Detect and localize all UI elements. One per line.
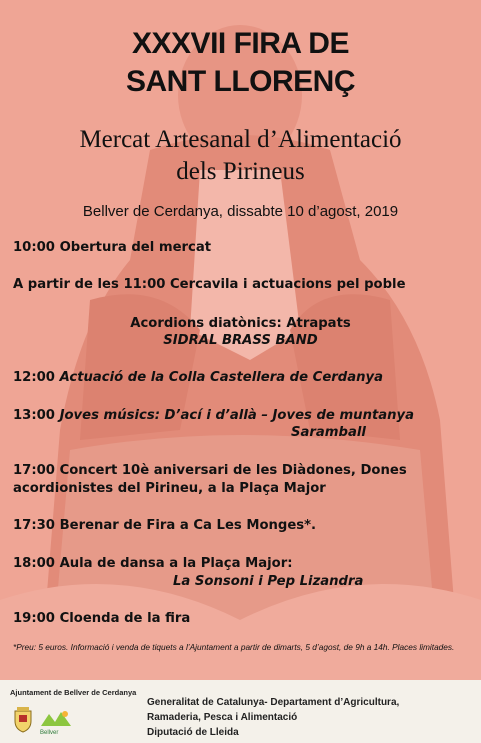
event-date: Bellver de Cerdanya, dissabte 10 d’agost, 2019 xyxy=(82,203,399,220)
program-item-8b xyxy=(173,574,363,590)
program-item-3b xyxy=(0,333,481,349)
bellver-logo-text: Bellver xyxy=(40,730,59,736)
footer-organizer: Ajuntament de Bellver de Cerdanya xyxy=(10,688,137,697)
subtitle-line-2: dels Pirineus xyxy=(176,158,305,185)
program-item-5b-text: Saramball xyxy=(291,425,366,440)
program-item-7: 17:30 Berenar de Fira a Ca Les Monges*. xyxy=(13,518,317,533)
program-item-8a: 18:00 Aula de dansa a la Plaça Major: xyxy=(13,556,293,571)
program-item-6b: acordionistes del Pirineu, a la Plaça Major xyxy=(13,481,326,496)
program-item-5-text: Joves músics: D’ací i d’allà – Joves de muntanya xyxy=(59,408,415,423)
program-item-4 xyxy=(13,370,383,386)
program-item-5-time: 13:00 xyxy=(13,408,60,423)
program-item-8b-text: La Sonsoni i Pep Lizandra xyxy=(173,574,364,589)
title-line-1: XXXVII FIRA DE xyxy=(132,27,349,60)
program-item-2: A partir de les 11:00 Cercavila i actuacions pel poble xyxy=(13,277,406,292)
program-item-5b xyxy=(291,425,366,441)
program-item-1: 10:00 Obertura del mercat xyxy=(13,240,212,255)
title-line-2: SANT LLORENÇ xyxy=(126,65,355,98)
program-item-6a: 17:00 Concert 10è aniversari de les Diàdones, Dones xyxy=(13,463,407,478)
program-item-4-text: Actuació de la Colla Castellera de Cerdanya xyxy=(59,370,384,385)
subtitle-line-1: Mercat Artesanal d’Alimentació xyxy=(79,126,402,153)
bellver-logo xyxy=(37,706,75,736)
footer-credit-line-2: Ramaderia, Pesca i Alimentació xyxy=(147,712,298,723)
program-item-9: 19:00 Cloenda de la fira xyxy=(13,611,191,626)
program-item-4-time: 12:00 xyxy=(13,370,60,385)
price-note: *Preu: 5 euros. Informació i venda de tiquets a l’Ajuntament a partir de dimarts, 5 d’agost, de 9h a 14h. Places limitades. xyxy=(13,642,455,652)
program-item-5 xyxy=(13,408,414,424)
program-item-3a: Acordions diatònics: Atrapats xyxy=(130,316,351,331)
town-shield-logo xyxy=(13,707,33,733)
program-item-3b-text: SIDRAL BRASS BAND xyxy=(163,333,318,348)
footer-credit-line-3: Diputació de Lleida xyxy=(147,727,239,738)
footer-credit-line-1: Generalitat de Catalunya- Departament d’Agricultura, xyxy=(147,697,400,708)
